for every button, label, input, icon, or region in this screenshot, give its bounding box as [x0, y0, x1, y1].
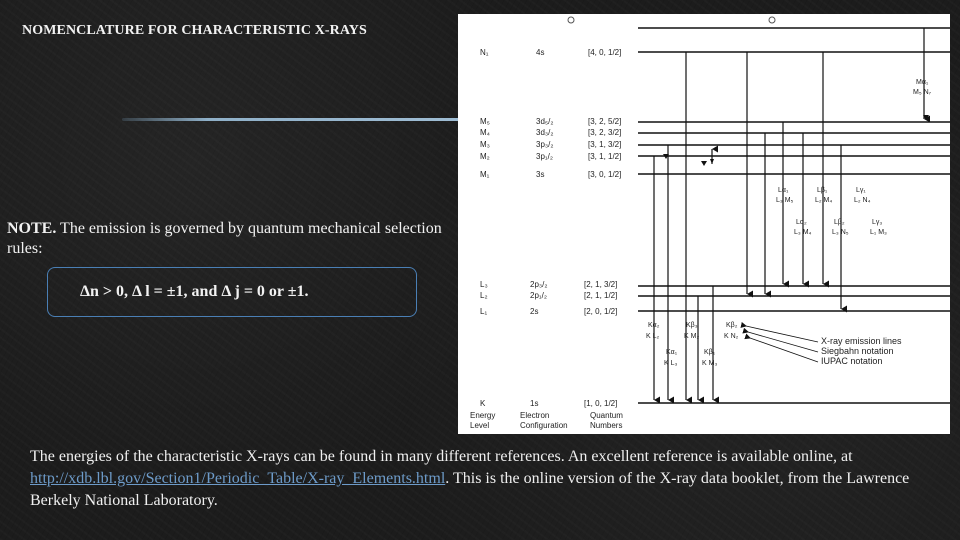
- level-config: 3p₃/₂: [536, 140, 554, 149]
- level-qn: [2, 0, 1/2]: [584, 307, 618, 316]
- level-config: 3s: [536, 170, 545, 179]
- note-label: NOTE.: [7, 220, 57, 237]
- level-name: M₁: [480, 170, 490, 179]
- legend-emission-lines: X-ray emission lines: [821, 336, 902, 346]
- l-siegbahn-label: Lγ₁: [856, 187, 866, 194]
- footer-col3-line1: Quantum: [590, 411, 623, 420]
- legend-iupac: IUPAC notation: [821, 356, 883, 366]
- l-siegbahn-label: Lβ₁: [817, 187, 828, 194]
- selection-rules-text: Δn > 0, Δ l = ±1, and Δ j = 0 or ±1.: [80, 283, 309, 300]
- tick-marker: [701, 161, 707, 166]
- m-siegbahn-label: Mα₁: [916, 79, 929, 86]
- k-siegbahn-label: Kβ₃: [686, 322, 698, 329]
- footer-col2-line1: Electron: [520, 411, 550, 420]
- k-iupac-label: K L₃: [664, 360, 678, 367]
- k-iupac-label: K L₂: [646, 333, 660, 340]
- l-siegbahn-label: Lγ₃: [872, 219, 883, 226]
- body-text-after: . This is the online version of the X-ray data booklet, from the Lawrence Berkely National Laboratory.: [30, 470, 910, 509]
- m-iupac-label: M₅ N₇: [913, 89, 932, 96]
- body-text-before: The energies of the characteristic X-rays can be found in many different references. An excellent reference is available online, at: [30, 448, 853, 465]
- k-siegbahn-label: Kβ₁: [704, 349, 716, 356]
- top-dot-icon: [568, 17, 574, 23]
- level-qn: [3, 1, 1/2]: [588, 152, 622, 161]
- tick-marker: [710, 159, 714, 164]
- footer-col2-line2: Configuration: [520, 421, 568, 430]
- level-config: 2p₁/₂: [530, 291, 547, 300]
- energy-level-diagram: [458, 14, 950, 434]
- level-qn: [1, 0, 1/2]: [584, 399, 618, 408]
- top-dot-icon: [769, 17, 775, 23]
- level-config: 3d₃/₂: [536, 128, 554, 137]
- k-siegbahn-label: Kβ₂: [726, 322, 738, 329]
- level-name: M₄: [480, 128, 490, 137]
- accent-line: [122, 118, 462, 121]
- k-siegbahn-label: Kα₂: [648, 322, 660, 329]
- level-config: 1s: [530, 399, 539, 408]
- slide-title: NOMENCLATURE FOR CHARACTERISTIC X-RAYS: [22, 23, 367, 38]
- l-siegbahn-label: Lα₁: [778, 187, 789, 194]
- l-iupac-label: L₁ M₃: [870, 229, 887, 236]
- legend-pointer-siegbahn: [748, 332, 818, 352]
- level-qn: [3, 2, 3/2]: [588, 128, 622, 137]
- note-text: The emission is governed by quantum mechanical selection rules:: [7, 220, 442, 257]
- note-paragraph: [7, 219, 457, 259]
- level-name: M₃: [480, 140, 490, 149]
- energy-level-svg: [458, 14, 950, 434]
- level-qn: [4, 0, 1/2]: [588, 48, 622, 57]
- k-siegbahn-label: Kα₁: [666, 349, 678, 356]
- k-iupac-label: K M₂: [684, 333, 700, 340]
- l-iupac-label: L₃ M₄: [794, 229, 812, 236]
- l-iupac-label: L₃ M₅: [776, 197, 794, 204]
- level-config: 2s: [530, 307, 539, 316]
- footer-col1-line1: Energy: [470, 411, 496, 420]
- level-qn: [3, 0, 1/2]: [588, 170, 622, 179]
- k-iupac-label: K M₃: [702, 360, 718, 367]
- legend-pointers: [746, 326, 818, 362]
- level-config: 3p₁/₂: [536, 152, 553, 161]
- footer-col1-line2: Level: [470, 421, 490, 430]
- level-config: 3d₅/₂: [536, 117, 554, 126]
- level-qn: [2, 1, 3/2]: [584, 280, 618, 289]
- l-siegbahn-label: Lα₂: [796, 219, 807, 226]
- l-iupac-label: L₂ M₄: [815, 197, 833, 204]
- level-name: L₁: [480, 307, 488, 316]
- footer-col3-line2: Numbers: [590, 421, 623, 430]
- level-qn: [2, 1, 1/2]: [584, 291, 618, 300]
- level-name: L₃: [480, 280, 488, 289]
- xray-data-link[interactable]: http://xdb.lbl.gov/Section1/Periodic_Table/X-ray_Elements.html: [30, 470, 446, 487]
- legend-pointer-lines: [746, 326, 818, 342]
- legend-pointer-iupac: [750, 338, 818, 362]
- level-config: 4s: [536, 48, 545, 57]
- level-name: M₅: [480, 117, 490, 126]
- level-name: N₁: [480, 48, 489, 57]
- k-iupac-label: K N₂: [724, 333, 739, 340]
- selection-rules-box: [47, 267, 417, 317]
- level-qn: [3, 1, 3/2]: [588, 140, 622, 149]
- level-lines: [638, 28, 950, 403]
- legend-siegbahn: Siegbahn notation: [821, 346, 894, 356]
- level-name: M₂: [480, 152, 490, 161]
- l-siegbahn-label: Lβ₂: [834, 219, 845, 226]
- body-paragraph: [30, 446, 930, 512]
- level-qn: [3, 2, 5/2]: [588, 117, 622, 126]
- l-iupac-label: L₃ N₅: [832, 229, 849, 236]
- l-iupac-label: L₂ N₄: [854, 197, 871, 204]
- level-config: 2p₃/₂: [530, 280, 548, 289]
- level-name: K: [480, 399, 486, 408]
- level-name: L₂: [480, 291, 488, 300]
